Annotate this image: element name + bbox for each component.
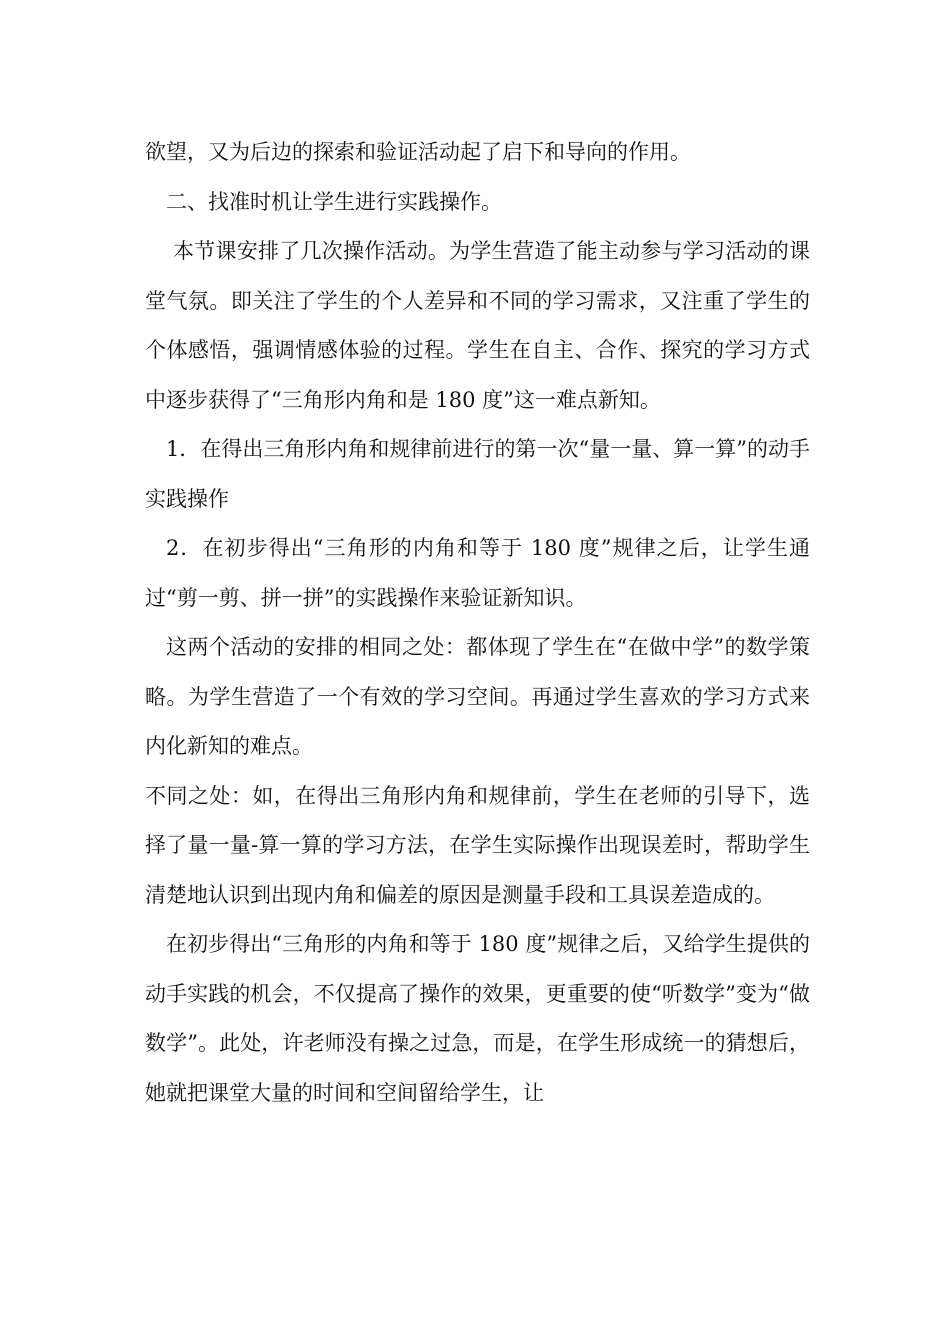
paragraph-operation-activities: 本节课安排了几次操作活动。为学生营造了能主动参与学习活动的课堂气氛。即关注了学生的个人差异和不同的学习需求，又注重了学生的个体感悟，强调情感体验的过程。学生在自主、合作、探究的学习方式中逐步获得了“三角形内角和是 180 度”这一难点新知。 (145, 239, 810, 412)
list-item-2: 2．在初步得出“三角形的内角和等于 180 度”规律之后，让学生通过“剪一剪、拼一拼”的实践操作来验证新知识。 (145, 536, 810, 610)
list-item-1: 1．在得出三角形内角和规律前进行的第一次“量一量、算一算”的动手实践操作 (145, 437, 810, 511)
document-body (145, 128, 810, 1118)
section-heading: 二、找准时机让学生进行实践操作。 (166, 189, 502, 214)
paragraph-practice: 在初步得出“三角形的内角和等于 180 度”规律之后，又给学生提供的动手实践的机会，不仅提高了操作的效果，更重要的使“听数学”变为“做数学”。此处，许老师没有操之过急，而是，在学生形成统一的猜想后，她就把课堂大量的时间和空间留给学生，让 (145, 932, 810, 1105)
paragraph-continuation: 欲望，又为后边的探索和验证活动起了启下和导向的作用。 (145, 140, 691, 164)
paragraph-similarities: 这两个活动的安排的相同之处：都体现了学生在“在做中学”的数学策略。为学生营造了一个有效的学习空间。再通过学生喜欢的学习方式来内化新知的难点。 (145, 635, 810, 758)
paragraph-differences: 不同之处：如，在得出三角形内角和规律前，学生在老师的引导下，选择了量一量-算一算的学习方法，在学生实际操作出现误差时，帮助学生清楚地认识到出现内角和偏差的原因是测量手段和工具误差造成的。 (145, 783, 810, 907)
